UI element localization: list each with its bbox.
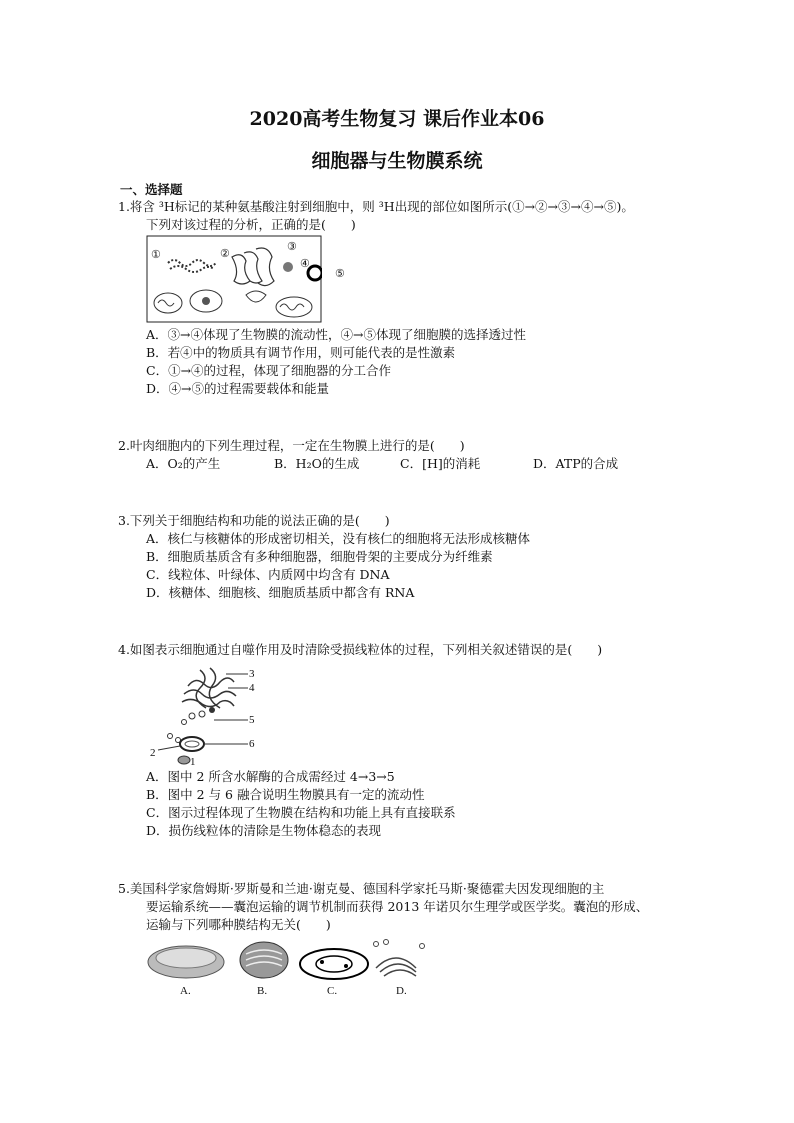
fig4-label-5: 5: [249, 714, 255, 726]
fig5-label-a: A.: [180, 985, 191, 997]
fig1-label-5: ⑤: [335, 268, 345, 280]
figure-membrane-structures: [146, 936, 436, 982]
q2-option-c: C．[H]的消耗: [400, 456, 481, 471]
q1-option-b: B．若④中的物质具有调节作用，则可能代表的是性激素: [146, 345, 456, 360]
q1-option-d: D．④→⑤的过程需要载体和能量: [146, 381, 329, 396]
q2-option-d: D．ATP的合成: [533, 456, 619, 471]
page-subtitle: 细胞器与生物膜系统: [311, 150, 483, 172]
q1-option-a: A．③→④体现了生物膜的流动性，④→⑤体现了细胞膜的选择透过性: [146, 327, 526, 342]
fig1-label-3: ③: [287, 241, 297, 253]
fig4-label-4: 4: [249, 682, 255, 694]
question-5-line3: 运输与下列哪种膜结构无关( ): [146, 917, 331, 932]
figure-autophagy: [148, 664, 260, 770]
question-5-line2: 要运输系统——囊泡运输的调节机制而获得 2013 年诺贝尔生理学或医学奖。囊泡的形成、: [146, 899, 649, 914]
q4-option-c: C．图示过程体现了生物膜在结构和功能上具有直接联系: [146, 805, 456, 820]
question-5-line1: 5.美国科学家詹姆斯·罗斯曼和兰迪·谢克曼、德国科学家托马斯·聚德霍夫因发现细胞的主: [118, 881, 605, 896]
q2-options: [146, 455, 618, 473]
q3-option-c: C．线粒体、叶绿体、内质网中均含有 DNA: [146, 567, 390, 582]
question-1-stem-line1: 1.将含 ³H标记的某种氨基酸注射到细胞中，则 ³H出现的部位如图所示(①→②→③→④→⑤)。: [118, 199, 634, 214]
question-2: 2.叶肉细胞内的下列生理过程，一定在生物膜上进行的是( ): [118, 438, 465, 453]
fig4-label-1: 1: [190, 756, 196, 768]
section-heading: 一、选择题: [120, 182, 183, 197]
fig4-label-6: 6: [249, 738, 255, 750]
question-1-stem-line2: 下列对该过程的分析，正确的是( ): [146, 217, 356, 232]
q3-option-d: D．核糖体、细胞核、细胞质基质中都含有 RNA: [146, 585, 415, 600]
fig4-label-3: 3: [249, 668, 255, 680]
q2-option-b: B．H₂O的生成: [274, 456, 360, 471]
fig1-label-2: ②: [220, 248, 230, 260]
q3-option-a: A．核仁与核糖体的形成密切相关，没有核仁的细胞将无法形成核糖体: [146, 531, 531, 546]
q4-option-a: A．图中 2 所含水解酶的合成需经过 4→3→5: [146, 769, 395, 784]
fig1-label-1: ①: [151, 249, 161, 261]
page-title: 2020高考生物复习 课后作业本06: [249, 108, 545, 130]
q4-option-d: D．损伤线粒体的清除是生物体稳态的表现: [146, 823, 382, 838]
fig1-label-4: ④: [300, 258, 310, 270]
q1-option-c: C．①→④的过程，体现了细胞器的分工合作: [146, 363, 392, 378]
fig4-label-2: 2: [150, 747, 156, 759]
q2-option-a: A．O₂的产生: [146, 456, 221, 471]
fig5-label-b: B.: [257, 985, 268, 997]
question-1: [118, 198, 698, 234]
q4-option-b: B．图中 2 与 6 融合说明生物膜具有一定的流动性: [146, 787, 425, 802]
fig5-label-c: C.: [327, 985, 338, 997]
fig5-label-d: D.: [396, 985, 407, 997]
question-3: 3.下列关于细胞结构和功能的说法正确的是( ): [118, 513, 390, 528]
question-4: 4.如图表示细胞通过自噬作用及时清除受损线粒体的过程，下列相关叙述错误的是( ): [118, 642, 603, 657]
q3-option-b: B．细胞质基质含有多种细胞器，细胞骨架的主要成分为纤维素: [146, 549, 493, 564]
